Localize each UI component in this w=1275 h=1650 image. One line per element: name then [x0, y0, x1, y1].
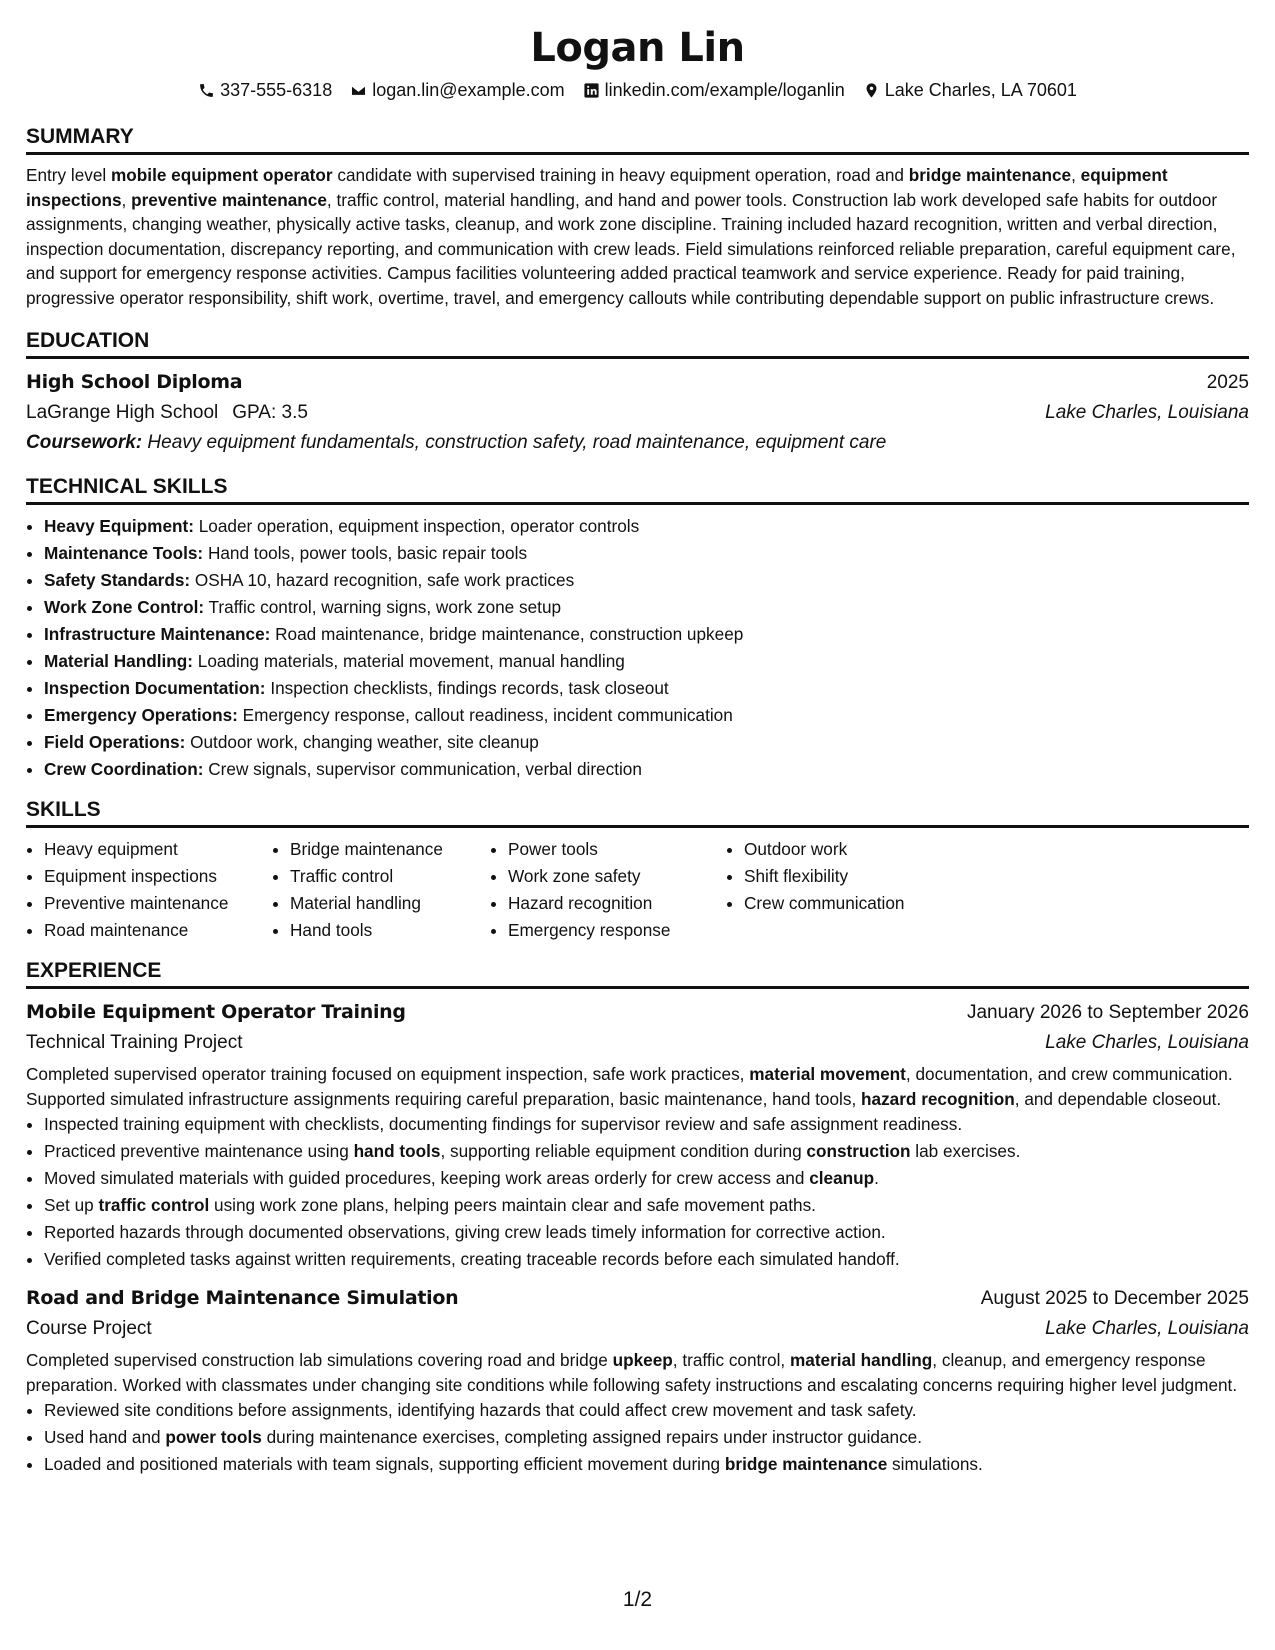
skill-item: • Crew communication	[744, 890, 964, 917]
skills-grid	[26, 836, 1249, 944]
skill-item: • Shift flexibility	[744, 863, 964, 890]
technical-skills-list	[26, 513, 1249, 783]
technical-skill-item	[44, 729, 1249, 756]
skill-category: Field Operations:	[44, 732, 186, 752]
job-header-row	[26, 1283, 1249, 1314]
skill-category: Maintenance Tools:	[44, 543, 204, 563]
job-bullet	[44, 1424, 1249, 1451]
text-segment: Used hand and	[44, 1427, 166, 1447]
bold-keyword: cleanup	[809, 1168, 875, 1188]
job-location: Lake Charles, Louisiana	[1045, 1032, 1249, 1053]
skills-column	[26, 836, 272, 944]
skill-item: • Emergency response	[508, 917, 726, 944]
skill-values: Outdoor work, changing weather, site cleanup	[185, 732, 539, 752]
skill-values: Loading materials, material movement, manual handling	[192, 651, 625, 671]
phone-icon	[198, 82, 215, 99]
skill-item: • Preventive maintenance	[44, 890, 272, 917]
bold-keyword: material handling	[789, 1350, 933, 1370]
job-bullets	[26, 1397, 1249, 1478]
skill-category: Heavy Equipment:	[44, 516, 194, 536]
skills-column	[272, 836, 490, 944]
job-bullets	[26, 1111, 1249, 1273]
text-segment: Entry level	[26, 165, 112, 185]
bold-keyword: traffic control	[98, 1195, 210, 1215]
bold-keyword: bridge maintenance	[908, 165, 1072, 185]
envelope-icon	[350, 82, 367, 99]
job-description	[26, 1348, 1249, 1397]
text-segment: , documentation, and crew communication. Supported simulated infrastructure assignments requiring careful preparation, basic maintenance, hand tools,	[26, 1064, 1233, 1109]
text-segment: , and dependable closeout.	[1014, 1088, 1222, 1109]
skills-section	[26, 797, 1249, 944]
graduation-year: 2025	[1206, 372, 1249, 393]
text-segment: Set up	[44, 1195, 99, 1215]
skills-column	[726, 836, 964, 944]
skill-item: • Traffic control	[290, 863, 490, 890]
bold-keyword: power tools	[165, 1427, 262, 1447]
bold-keyword: hand tools	[353, 1141, 441, 1161]
email-text[interactable]: logan.lin@example.com	[372, 80, 565, 100]
text-segment: Moved simulated materials with guided procedures, keeping work areas orderly for crew access and	[44, 1168, 810, 1188]
map-pin-icon	[863, 82, 880, 99]
skills-heading: SKILLS	[26, 797, 1249, 828]
technical-skill-item	[44, 702, 1249, 729]
technical-skill-item	[44, 621, 1249, 648]
text-segment: Reviewed site conditions before assignments, identifying hazards that could affect crew movement and task safety.	[44, 1400, 917, 1420]
job-bullet	[44, 1138, 1249, 1165]
page-number: 1/2	[622, 1588, 653, 1611]
technical-skill-item	[44, 594, 1249, 621]
text-segment: using work zone plans, helping peers maintain clear and safe movement paths.	[209, 1195, 816, 1215]
experience-section	[26, 958, 1249, 1478]
skill-item: • Outdoor work	[744, 836, 964, 863]
coursework-line	[26, 428, 1249, 458]
skill-values: Road maintenance, bridge maintenance, construction upkeep	[270, 624, 744, 644]
skill-item: • Hand tools	[290, 917, 490, 944]
bold-keyword: preventive maintenance	[131, 189, 327, 210]
phone-text: 337-555-6318	[220, 80, 333, 100]
technical-skill-item	[44, 513, 1249, 540]
school-info	[26, 398, 308, 428]
text-segment: Inspected training equipment with checklists, documenting findings for supervisor review and safe assignment readiness.	[44, 1114, 963, 1134]
text-segment: during maintenance exercises, completing assigned repairs under instructor guidance.	[261, 1427, 923, 1447]
experience-entry	[26, 1283, 1249, 1478]
job-description	[26, 1062, 1249, 1111]
skill-item: • Power tools	[508, 836, 726, 863]
job-dates: August 2025 to December 2025	[980, 1288, 1249, 1309]
education-school-row	[26, 398, 1249, 428]
coursework-label: Coursework:	[26, 432, 143, 453]
job-bullet	[44, 1165, 1249, 1192]
text-segment: Practiced preventive maintenance using	[44, 1141, 354, 1161]
skill-category: Work Zone Control:	[44, 597, 205, 617]
skill-item: • Material handling	[290, 890, 490, 917]
linkedin-text[interactable]: linkedin.com/example/loganlin	[604, 80, 845, 100]
text-segment: Completed supervised construction lab simulations covering road and bridge	[26, 1350, 613, 1370]
experience-entry	[26, 997, 1249, 1273]
location-text: Lake Charles, LA 70601	[884, 80, 1077, 100]
skill-category: Crew Coordination:	[44, 759, 204, 779]
skill-values: Traffic control, warning signs, work zone setup	[204, 597, 562, 617]
text-segment: ,	[121, 189, 132, 210]
technical-skills-section	[26, 474, 1249, 783]
bold-keyword: material movement	[749, 1064, 906, 1084]
job-dates: January 2026 to September 2026	[966, 1002, 1249, 1023]
skill-category: Inspection Documentation:	[44, 678, 266, 698]
skill-item: • Heavy equipment	[44, 836, 272, 863]
skill-values: Crew signals, supervisor communication, verbal direction	[203, 759, 642, 779]
technical-skill-item	[44, 567, 1249, 594]
job-title: Road and Bridge Maintenance Simulation	[26, 1287, 459, 1309]
summary-paragraph	[26, 163, 1249, 310]
skill-item: • Road maintenance	[44, 917, 272, 944]
summary-section	[26, 124, 1249, 310]
school-location: Lake Charles, Louisiana	[1045, 402, 1249, 423]
job-title: Mobile Equipment Operator Training	[26, 1001, 406, 1023]
skill-values: Emergency response, callout readiness, incident communication	[237, 705, 733, 725]
bold-keyword: equipment inspections	[26, 165, 1168, 210]
text-segment: , traffic control,	[672, 1350, 790, 1370]
education-header-row	[26, 367, 1249, 398]
technical-skills-heading: TECHNICAL SKILLS	[26, 474, 1249, 505]
contact-location	[863, 78, 1077, 102]
contact-email[interactable]	[350, 78, 564, 102]
job-bullet	[44, 1451, 1249, 1478]
skill-item: • Hazard recognition	[508, 890, 726, 917]
text-segment: candidate with supervised training in heavy equipment operation, road and	[332, 165, 909, 185]
text-segment: Verified completed tasks against written requirements, creating traceable records before each simulated handoff.	[44, 1249, 900, 1269]
text-segment: simulations.	[887, 1454, 983, 1474]
technical-skill-item	[44, 540, 1249, 567]
coursework-text: Heavy equipment fundamentals, construction safety, road maintenance, equipment care	[142, 432, 887, 453]
school-name: LaGrange High School	[26, 402, 219, 423]
skill-category: Emergency Operations:	[44, 705, 238, 725]
contact-bar	[26, 78, 1249, 102]
job-org-row	[26, 1028, 1249, 1058]
job-bullet	[44, 1111, 1249, 1138]
text-segment: , traffic control, material handling, and hand and power tools. Construction lab work developed safe habits for outdoor assignments, changing weather, physically active tasks, cleanup, and work zone discipline. Training included hazard recognition, written and verbal direction, inspection documentation, discrepancy reporting, and communication with crew leads. Field simulations reinforced reliable preparation, careful equipment care, and support for emergency response activities. Campus facilities volunteering added practical teamwork and service experience. Ready for paid training, progressive operator responsibility, shift work, overtime, travel, and emergency callouts while contributing dependable support on public infrastructure crews.	[26, 189, 1236, 308]
candidate-name: Logan Lin	[530, 25, 745, 71]
job-bullet	[44, 1219, 1249, 1246]
job-location: Lake Charles, Louisiana	[1045, 1318, 1249, 1339]
job-bullet	[44, 1246, 1249, 1273]
skill-values: OSHA 10, hazard recognition, safe work practices	[190, 570, 575, 590]
degree-title: High School Diploma	[26, 371, 243, 393]
contact-linkedin[interactable]	[583, 78, 845, 102]
education-section	[26, 328, 1249, 458]
linkedin-icon	[583, 82, 600, 99]
skill-category: Safety Standards:	[44, 570, 191, 590]
technical-skill-item	[44, 756, 1249, 783]
skill-values: Loader operation, equipment inspection, operator controls	[193, 516, 640, 536]
contact-phone	[198, 78, 332, 102]
bold-keyword: bridge maintenance	[724, 1454, 888, 1474]
text-segment: Completed supervised operator training focused on equipment inspection, safe work practices,	[26, 1064, 750, 1084]
skill-item: • Work zone safety	[508, 863, 726, 890]
summary-heading: SUMMARY	[26, 124, 1249, 155]
skill-item: • Equipment inspections	[44, 863, 272, 890]
education-heading: EDUCATION	[26, 328, 1249, 359]
job-bullet	[44, 1397, 1249, 1424]
skill-category: Infrastructure Maintenance:	[44, 624, 271, 644]
technical-skill-item	[44, 675, 1249, 702]
bold-keyword: construction	[806, 1141, 911, 1161]
skill-values: Hand tools, power tools, basic repair tools	[203, 543, 528, 563]
text-segment: Loaded and positioned materials with team signals, supporting efficient movement during	[44, 1454, 725, 1474]
job-header-row	[26, 997, 1249, 1028]
skill-category: Material Handling:	[44, 651, 193, 671]
bold-keyword: mobile equipment operator	[111, 165, 333, 185]
skill-item: • Bridge maintenance	[290, 836, 490, 863]
skill-values: Inspection checklists, findings records, task closeout	[265, 678, 669, 698]
text-segment: lab exercises.	[910, 1141, 1021, 1161]
text-segment: .	[874, 1168, 879, 1188]
text-segment: , cleanup, and emergency response preparation. Worked with classmates under changing site conditions while following safety instructions and escalating concerns requiring higher level judgment.	[26, 1350, 1238, 1395]
job-org-row	[26, 1314, 1249, 1344]
bold-keyword: upkeep	[612, 1350, 673, 1370]
job-organization: Technical Training Project	[26, 1032, 243, 1053]
text-segment: Reported hazards through documented observations, giving crew leads timely information for corrective action.	[44, 1222, 886, 1242]
job-organization: Course Project	[26, 1318, 152, 1339]
experience-heading: EXPERIENCE	[26, 958, 1249, 989]
text-segment: ,	[1071, 165, 1081, 185]
bold-keyword: hazard recognition	[861, 1088, 1015, 1109]
skills-column	[490, 836, 726, 944]
text-segment: , supporting reliable equipment condition during	[440, 1141, 807, 1161]
technical-skill-item	[44, 648, 1249, 675]
gpa: GPA: 3.5	[232, 402, 308, 423]
job-bullet	[44, 1192, 1249, 1219]
experience-list	[26, 997, 1249, 1478]
